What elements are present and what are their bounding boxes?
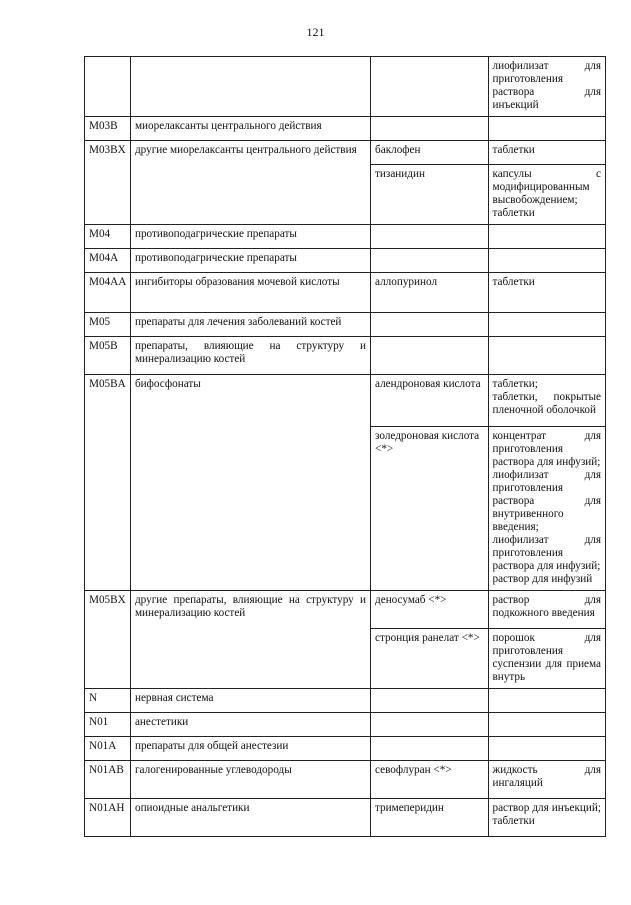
dosage-form	[488, 313, 606, 337]
table-row	[85, 799, 606, 837]
atc-code: N	[85, 689, 131, 713]
drug-name	[371, 713, 488, 737]
drug-name	[371, 689, 488, 713]
group-name: нервная система	[130, 689, 370, 713]
dosage-form	[488, 689, 606, 713]
dosage-form-line: раствор для инфузий	[492, 573, 593, 585]
dosage-form	[488, 225, 606, 249]
dosage-form: таблетки	[488, 273, 606, 313]
atc-code: N01AB	[85, 761, 131, 799]
atc-code: M04A	[85, 249, 131, 273]
drug-name	[371, 249, 488, 273]
atc-code: M05	[85, 313, 131, 337]
dosage-form	[488, 337, 606, 375]
atc-code: M03BX	[85, 141, 131, 225]
table-row	[85, 689, 606, 713]
atc-code: N01A	[85, 737, 131, 761]
drug-name: алендроновая кислота	[371, 375, 488, 427]
group-name: другие миорелаксанты центрального действия	[130, 141, 370, 225]
atc-code: N01AH	[85, 799, 131, 837]
dosage-form: порошок для приготовления суспензии для приема внутрь	[488, 629, 606, 689]
atc-code: M03B	[85, 117, 131, 141]
dosage-form	[488, 117, 606, 141]
table-row	[85, 761, 606, 799]
group-name	[130, 57, 370, 117]
drug-name: тримеперидин	[371, 799, 488, 837]
dosage-form	[488, 427, 606, 591]
group-name: противоподагрические препараты	[130, 249, 370, 273]
dosage-form-line: лиофилизат для приготовления раствора для инфузий;	[492, 534, 601, 572]
group-name: бифосфонаты	[130, 375, 370, 591]
atc-code: M05B	[85, 337, 131, 375]
group-name: миорелаксанты центрального действия	[130, 117, 370, 141]
dosage-form: таблетки	[488, 141, 606, 165]
drug-name: деносумаб <*>	[371, 591, 488, 629]
dosage-form	[488, 713, 606, 737]
dosage-form: раствор для инъекций; таблетки	[488, 799, 606, 837]
drug-name	[371, 313, 488, 337]
dosage-form: лиофилизат для приготовления раствора для инъекций	[488, 57, 606, 117]
atc-code	[85, 57, 131, 117]
drug-name	[371, 225, 488, 249]
drug-name: баклофен	[371, 141, 488, 165]
dosage-form: раствор для подкожного введения	[488, 591, 606, 629]
group-name: противоподагрические препараты	[130, 225, 370, 249]
group-name: ингибиторы образования мочевой кислоты	[130, 273, 370, 313]
table-row	[85, 713, 606, 737]
atc-code: M05BX	[85, 591, 131, 689]
medicines-table	[84, 56, 606, 837]
table-row	[85, 117, 606, 141]
drug-name	[371, 57, 488, 117]
table-row	[85, 141, 606, 165]
dosage-form-line: таблетки;	[492, 378, 538, 390]
group-name: опиоидные анальгетики	[130, 799, 370, 837]
group-name: препараты для лечения заболеваний костей	[130, 313, 370, 337]
drug-name: аллопуринол	[371, 273, 488, 313]
atc-code: M05BA	[85, 375, 131, 591]
page-number: 121	[306, 25, 325, 39]
table-row	[85, 313, 606, 337]
table-row	[85, 57, 606, 117]
group-name: галогенированные углеводороды	[130, 761, 370, 799]
group-name: препараты для общей анестезии	[130, 737, 370, 761]
dosage-form: капсулы с модифицированным высвобождением; таблетки	[488, 165, 606, 225]
drug-name	[371, 117, 488, 141]
table-row	[85, 225, 606, 249]
dosage-form: жидкость для ингаляций	[488, 761, 606, 799]
table-row	[85, 591, 606, 629]
table-row	[85, 249, 606, 273]
dosage-form-line: таблетки, покрытые пленочной оболочкой	[492, 391, 601, 416]
table-row	[85, 737, 606, 761]
dosage-form	[488, 375, 606, 427]
atc-code: N01	[85, 713, 131, 737]
drug-name: золедроновая кислота <*>	[371, 427, 488, 591]
dosage-form-line: лиофилизат для приготовления раствора для внутривенного введения;	[492, 469, 601, 533]
group-name: другие препараты, влияющие на структуру и минерализацию костей	[130, 591, 370, 689]
atc-code: M04	[85, 225, 131, 249]
atc-code: M04AA	[85, 273, 131, 313]
drug-name	[371, 737, 488, 761]
drug-name: севофлуран <*>	[371, 761, 488, 799]
drug-name: тизанидин	[371, 165, 488, 225]
drug-name: стронция ранелат <*>	[371, 629, 488, 689]
dosage-form	[488, 737, 606, 761]
dosage-form	[488, 249, 606, 273]
drug-name	[371, 337, 488, 375]
group-name: препараты, влияющие на структуру и минерализацию костей	[130, 337, 370, 375]
table-row	[85, 337, 606, 375]
table-row	[85, 375, 606, 427]
group-name: анестетики	[130, 713, 370, 737]
dosage-form-line: концентрат для приготовления раствора для инфузий;	[492, 430, 601, 468]
table-row	[85, 273, 606, 313]
